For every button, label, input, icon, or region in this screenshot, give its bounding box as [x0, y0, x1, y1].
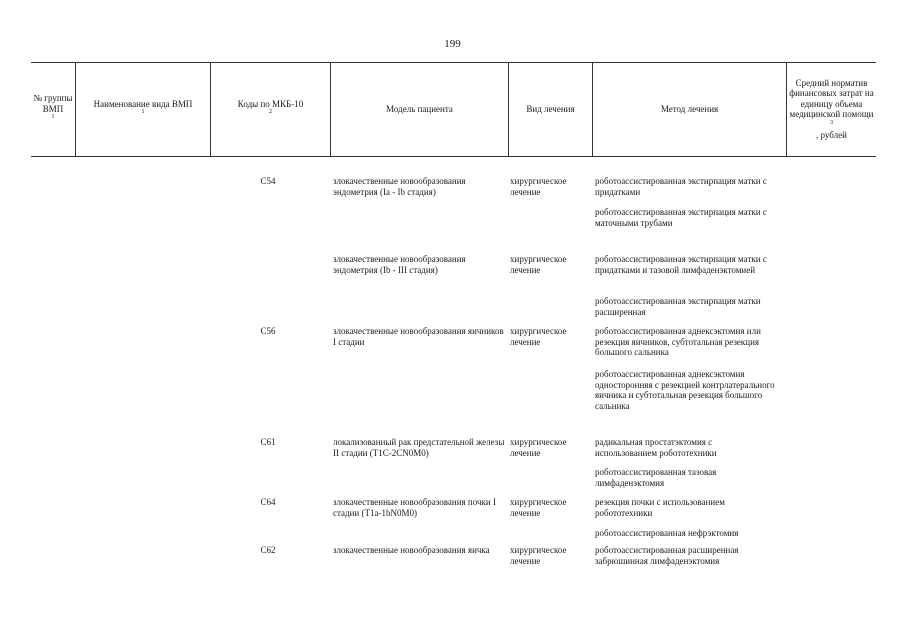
treatment-method: роботоассистированная расширенная забрюшинная лимфаденэктомия [595, 545, 739, 566]
patient-model: злокачественные новообразования яичка [333, 545, 490, 555]
page-number: 199 [444, 38, 461, 50]
treatment-type: хирургическое лечение [510, 326, 567, 347]
treatment-method: роботоассистированная экстирпация матки с придатками и тазовой лимфаденэктомией [595, 254, 767, 275]
header-icd-codes: Коды по МКБ-10 $^2$ [237, 98, 304, 115]
treatment-method: резекция почки с использованием робототехники [595, 497, 725, 518]
icd-code: C61 [260, 437, 276, 447]
header-cost: Средний норматив финансовых затрат на единицу объема медицинской помощи $^3$ , рублей [789, 77, 874, 140]
header-treatment-method: Метод лечения [660, 103, 719, 114]
header-patient-model: Модель пациента [386, 103, 453, 114]
treatment-type: хирургическое лечение [510, 176, 567, 197]
treatment-method: радикальная простатэктомия с использованием робототехники [595, 437, 717, 458]
treatment-method: роботоассистированная нефрэктомия [595, 528, 739, 538]
patient-model: злокачественные новообразования яичников I стадии [333, 326, 504, 347]
header-treatment-type: Вид лечения [526, 103, 575, 114]
header-vmp-name: Наименование вида ВМП $^1$ [93, 98, 193, 115]
treatment-method: роботоассистированная экстирпация матки с придатками [595, 176, 767, 197]
patient-model: злокачественные новообразования эндометрия (Ia - Ib стадия) [333, 176, 466, 197]
icd-code: C56 [260, 326, 276, 336]
treatment-type: хирургическое лечение [510, 437, 567, 458]
treatment-type: хирургическое лечение [510, 545, 567, 566]
treatment-method: роботоассистированная экстирпация матки с маточными трубами [595, 207, 767, 228]
patient-model: злокачественные новообразования эндометрия (Ib - III стадия) [333, 254, 466, 275]
treatment-type: хирургическое лечение [510, 497, 567, 518]
treatment-method: роботоассистированная тазовая лимфаденэктомия [595, 467, 717, 488]
icd-code: C62 [260, 545, 276, 555]
icd-code: C64 [260, 497, 276, 507]
patient-model: злокачественные новообразования почки I стадии (T1a-1bN0M0) [333, 497, 496, 518]
header-group-no: № группы ВМП $^1$ [33, 93, 73, 121]
treatment-method: роботоассистированная экстирпация матки расширенная [595, 296, 761, 317]
icd-code: C54 [260, 176, 276, 186]
treatment-type: хирургическое лечение [510, 254, 567, 275]
treatment-method: роботоассистированная аднексэктомия односторонняя с резекцией контрлатерального яичника и субтотальная резекция большого сальника [595, 369, 775, 411]
treatment-method: роботоассистированная аднексэктомия или резекция яичников, субтотальная резекция большого сальника [595, 326, 761, 358]
header-bottom-border [31, 156, 876, 157]
patient-model: локализованный рак предстательной железы II стадии (T1C-2CN0M0) [333, 437, 505, 458]
